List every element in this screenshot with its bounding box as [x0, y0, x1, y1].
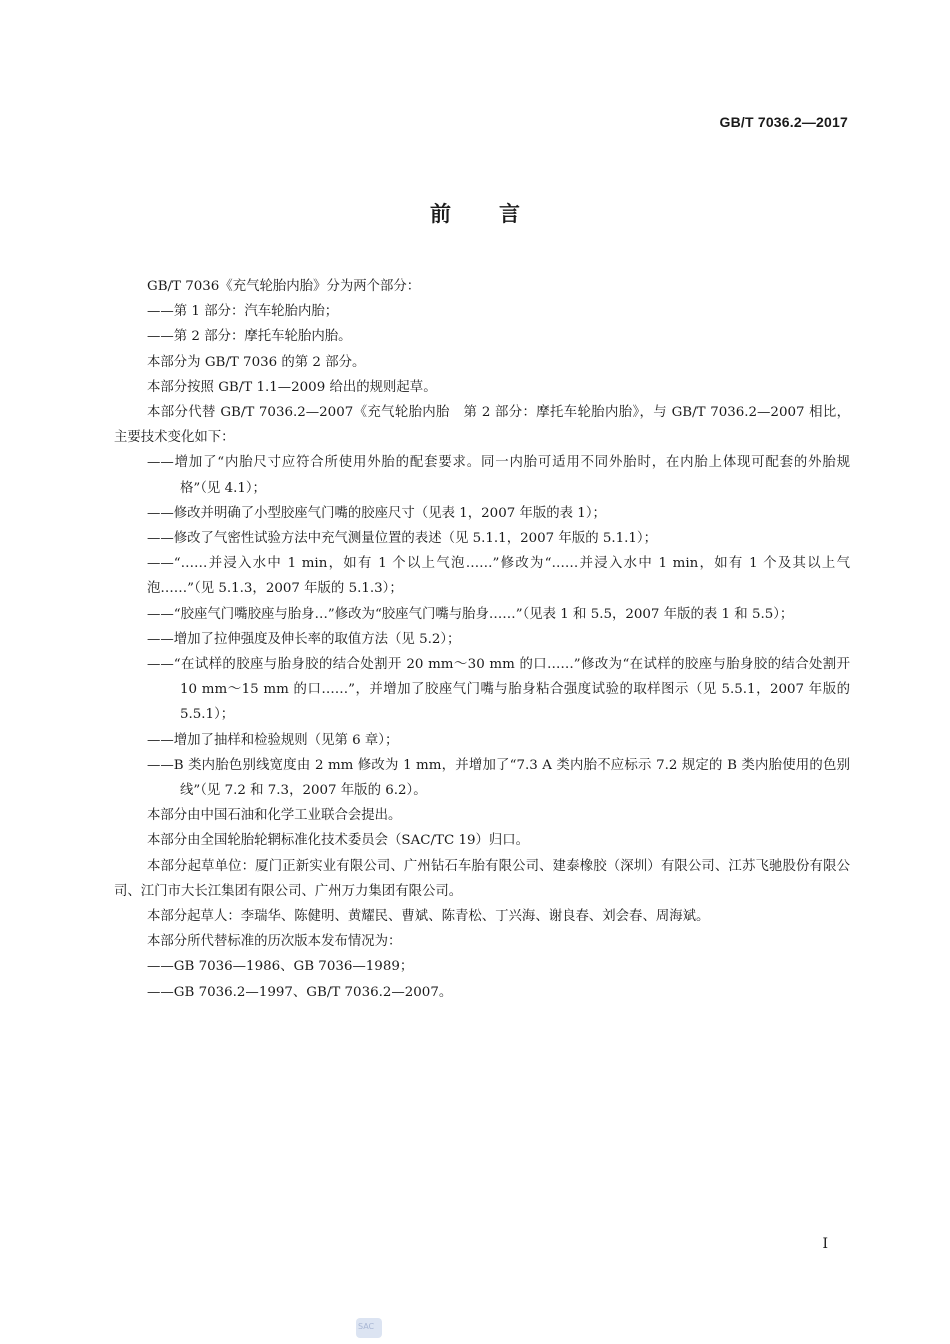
list-item: ——修改了气密性试验方法中充气测量位置的表述（见 5.1.1，2007 年版的 5.1.1）； [147, 531, 658, 547]
list-item: ——GB 7036.2—1997、GB/T 7036.2—2007。 [147, 984, 453, 1000]
list-item: ——修改并明确了小型胶座气门嘴的胶座尺寸（见表 1，2007 年版的表 1）； [147, 505, 606, 521]
paragraph: 本部分所代替标准的历次版本发布情况为： [147, 934, 402, 950]
foreword-body [114, 274, 850, 1005]
paragraph: 本部分代替 GB/T 7036.2—2007《充气轮胎内胎 第 2 部分：摩托车轮胎内胎》，与 GB/T 7036.2—2007 相比，主要技术变化如下： [114, 405, 850, 446]
paragraph: 本部分按照 GB/T 1.1—2009 给出的规则起草。 [147, 379, 437, 395]
paragraph: 本部分由中国石油和化学工业联合会提出。 [147, 808, 402, 824]
paragraph: 本部分起草人：李瑞华、陈健明、黄耀民、曹斌、陈青松、丁兴海、谢良春、刘会春、周海斌。 [147, 909, 710, 925]
list-item: ——第 1 部分：汽车轮胎内胎； [147, 304, 339, 320]
list-item: ——“……并浸入水中 1 min，如有 1 个以上气泡……”修改为“……并浸入水中 1 min，如有 1 个及其以上气泡……”（见 5.1.3，2007 年版的 5.1.3）； [147, 556, 850, 597]
page-number: I [822, 1236, 828, 1252]
list-item: ——增加了抽样和检验规则（见第 6 章）； [147, 732, 399, 748]
list-item: ——B 类内胎色别线宽度由 2 mm 修改为 1 mm，并增加了“7.3 A 类内胎不应标示 7.2 规定的 B 类内胎使用的色别线”（见 7.2 和 7.3，2007 年版的 6.2）。 [147, 757, 850, 799]
paragraph: 本部分起草单位：厦门正新实业有限公司、广州钻石车胎有限公司、建泰橡胶（深圳）有限公司、江苏飞驰股份有限公司、江门市大长江集团有限公司、广州万力集团有限公司。 [114, 858, 850, 899]
list-item: ——GB 7036—1986、GB 7036—1989； [147, 959, 414, 975]
sac-watermark-text: SAC [358, 1322, 375, 1331]
list-item: ——“胶座气门嘴胶座与胎身…”修改为“胶座气门嘴与胎身……”（见表 1 和 5.5，2007 年版的表 1 和 5.5）； [147, 606, 794, 622]
list-item: ——第 2 部分：摩托车轮胎内胎。 [147, 329, 352, 345]
list-item: ——“在试样的胶座与胎身胶的结合处割开 20 mm～30 mm 的口……”修改为“在试样的胶座与胎身胶的结合处割开 10 mm～15 mm 的口……”，并增加了胶座气门嘴与胎身粘合强度试验的取样图示（见 5.5.1，2007 年版的 5.5.1）； [147, 657, 850, 723]
list-item: ——增加了“内胎尺寸应符合所使用外胎的配套要求。同一内胎可适用不同外胎时，在内胎上体现可配套的外胎规格”（见 4.1）； [147, 455, 850, 496]
paragraph: GB/T 7036《充气轮胎内胎》分为两个部分： [147, 279, 421, 294]
list-item: ——增加了拉伸强度及伸长率的取值方法（见 5.2）； [147, 631, 461, 647]
page-title: 前言 [430, 202, 568, 226]
standard-code: GB/T 7036.2—2017 [719, 114, 848, 130]
paragraph: 本部分为 GB/T 7036 的第 2 部分。 [147, 354, 366, 370]
paragraph: 本部分由全国轮胎轮辋标准化技术委员会（SAC/TC 19）归口。 [147, 833, 530, 849]
